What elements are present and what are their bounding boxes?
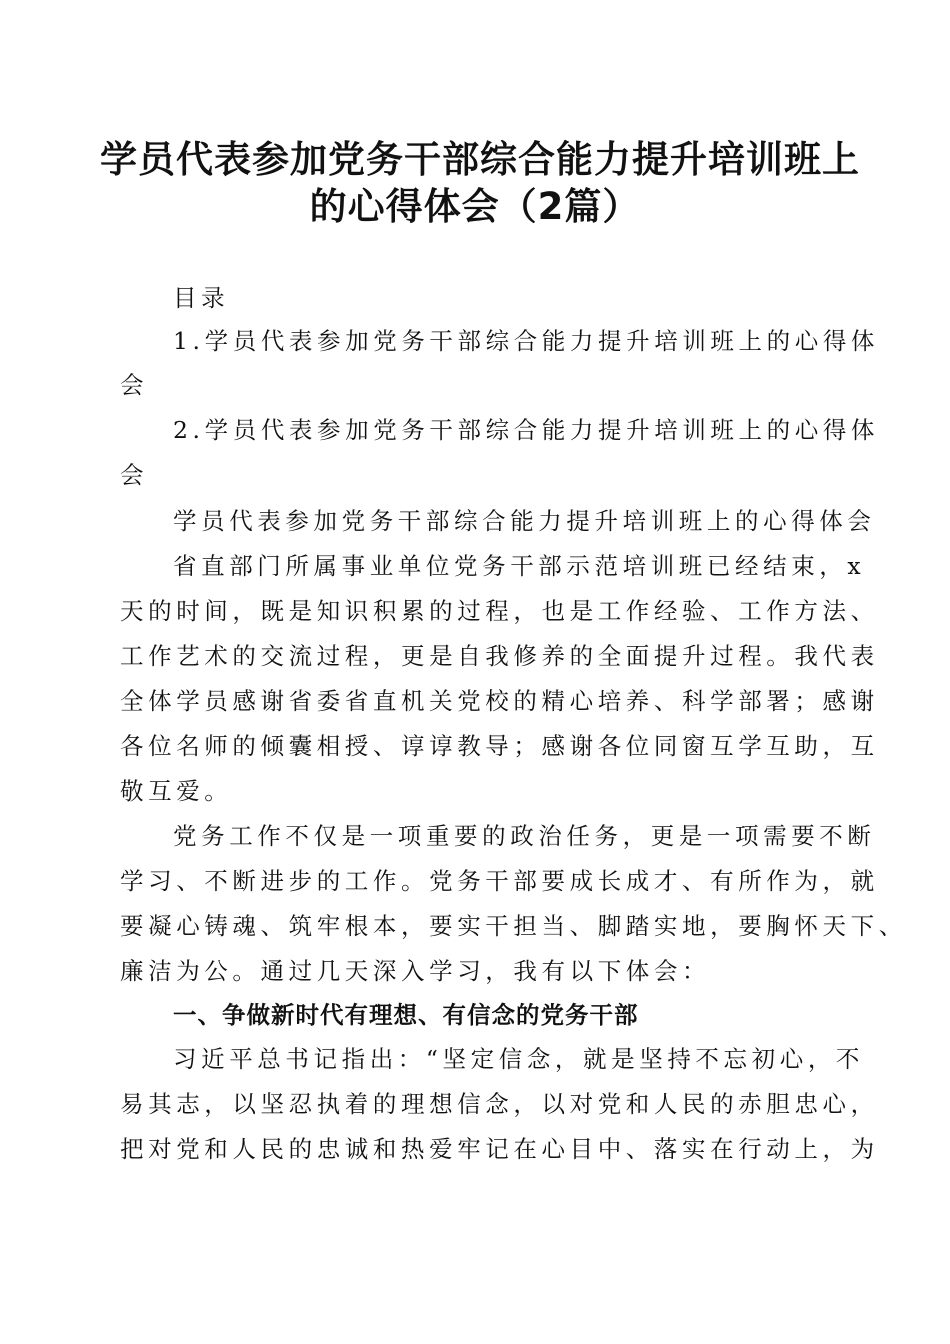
subsection-heading: 一、争做新时代有理想、有信念的党务干部 [173,1001,639,1029]
section-title: 学员代表参加党务干部综合能力提升培训班上的心得体会 [173,507,876,535]
paragraph-line: 学习、不断进步的工作。党务干部要成长成才、有所作为，就 [120,867,879,895]
paragraph-line: 易其志，以坚忍执着的理想信念，以对党和人民的赤胆忠心， [120,1090,879,1118]
paragraph-line: 各位名师的倾囊相授、谆谆教导；感谢各位同窗互学互助，互 [120,732,879,760]
paragraph-line: 廉洁为公。通过几天深入学习，我有以下体会： [120,957,711,985]
toc-item-1: 1.学员代表参加党务干部综合能力提升培训班上的心得体 [173,327,880,355]
document-title-line-1: 学员代表参加党务干部综合能力提升培训班上 [100,138,860,181]
paragraph-line: 全体学员感谢省委省直机关党校的精心培养、科学部署；感谢 [120,687,879,715]
paragraph-line: 党务工作不仅是一项重要的政治任务，更是一项需要不断 [173,822,876,850]
paragraph-line: 要凝心铸魂、筑牢根本，要实干担当、脚踏实地，要胸怀天下、 [120,912,907,940]
toc-item-2: 2.学员代表参加党务干部综合能力提升培训班上的心得体 [173,416,880,444]
paragraph-line: 天的时间，既是知识积累的过程，也是工作经验、工作方法、 [120,597,879,625]
paragraph-line: 省直部门所属事业单位党务干部示范培训班已经结束，x [173,552,866,580]
paragraph-line: 习近平总书记指出：“坚定信念，就是坚持不忘初心，不 [173,1045,865,1073]
paragraph-line: 敬互爱。 [120,777,233,805]
paragraph-line: 把对党和人民的忠诚和热爱牢记在心目中、落实在行动上，为 [120,1135,879,1163]
document-title-line-2: 的心得体会（2篇） [309,185,641,228]
toc-item-1-wrap: 会 [120,371,149,399]
toc-item-2-wrap: 会 [120,461,149,489]
paragraph-line: 工作艺术的交流过程，更是自我修养的全面提升过程。我代表 [120,642,879,670]
toc-heading: 目录 [173,284,230,312]
